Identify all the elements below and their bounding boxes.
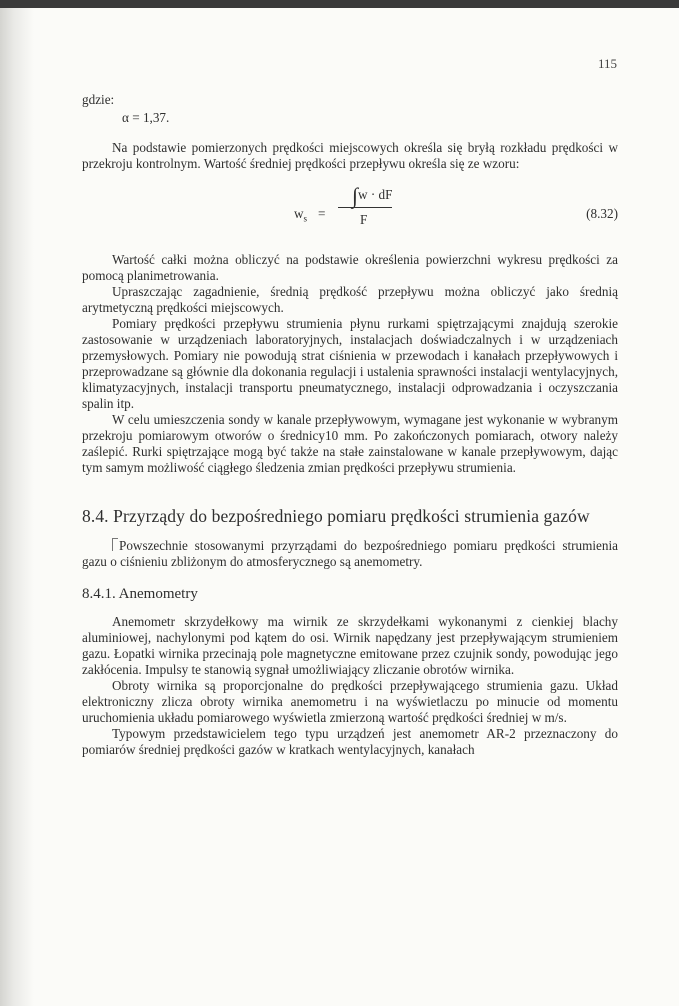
alpha-value: α = 1,37. xyxy=(122,110,170,125)
paragraph-rotor-speed: Obroty wirnika są proporcjonalne do prędkości przepływającego strumienia gazu. Układ elektroniczny zlicza obroty wirnika anemometru i na wyświetlaczu po minucie od momentu uruchomienia układu pomiarowego wyświetla zmierzoną wartość prędkości średniej w m/s. xyxy=(82,678,618,725)
formula-equals: = xyxy=(318,206,326,221)
formula-denominator: F xyxy=(360,212,368,227)
paragraph-anemometers-intro: Powszechnie stosowanymi przyrządami do bezpośredniego pomiaru prędkości strumienia gazu o ciśnieniu zbliżonym do atmosferycznego są anemometry. xyxy=(82,538,618,569)
page-body xyxy=(82,92,618,758)
integral-sign: ∫ xyxy=(352,183,359,208)
formula-numerator: ∫w · dF xyxy=(352,183,393,208)
equation-number: (8.32) xyxy=(586,206,618,221)
paragraph-pitot-measurements: Pomiary prędkości przepływu strumienia płynu rurkami spiętrzającymi znajdują szerokie zastosowanie w urządzeniach laboratoryjnych, instalacjach doświadczalnych i w urządzeniach przemysłowych. Pomiary nie powodują strat ciśnienia w przewodach i kanałach przepływowych i przeprowadzane są głównie dla dokonania regulacji i ustalenia sprawności instalacji wentylacyjnych, klimatyzacyjnych, instalacji transportu pneumatycznego, instalacji odprowadzania i oczyszczania spalin itp. xyxy=(82,316,618,411)
paragraph-simplification: Upraszczając zagadnienie, średnią prędkość przepływu można obliczyć jako średnią arytmetyczną prędkości miejscowych. xyxy=(82,284,618,315)
equation-8-32 xyxy=(82,182,618,242)
paragraph-ar2-anemometer: Typowym przedstawicielem tego typu urządzeń jest anemometr AR-2 przeznaczony do pomiarów średniej prędkości gazów w kratkach wentylacyjnych, kanałach xyxy=(82,726,618,757)
paragraph-vane-anemometer: Anemometr skrzydełkowy ma wirnik ze skrzydełkami wykonanymi z cienkiej blachy aluminiowej, nachylonymi pod kątem do osi. Wirnik napędzany jest przepływającym strumieniem gazu. Łopatki wirnika przecinają pole magnetyczne emitowane przez czujnik sondy, powodując jego zakłócenia. Impulsy te stanowią sygnał umożliwiający zliczanie obrotów wirnika. xyxy=(82,614,618,677)
scan-bracket-mark xyxy=(112,538,118,551)
paragraph-probe-installation: W celu umieszczenia sondy w kanale przepływowym, wymagane jest wykonanie w wybranym przekroju pomiarowym otworów o średnicy10 mm. Po zakończonych pomiarach, otwory należy zaślepić. Rurki spiętrzające mogą być także na stałe zainstalowane w kanale przepływowym, dając tym samym możliwość ciągłego śledzenia zmian prędkości przepływu strumienia. xyxy=(82,412,618,475)
page-number: 115 xyxy=(597,56,617,71)
section-heading: 8.4. Przyrządy do bezpośredniego pomiaru prędkości strumienia gazów xyxy=(82,506,590,526)
scan-top-edge xyxy=(0,0,679,8)
paragraph-velocity-distribution: Na podstawie pomierzonych prędkości miejscowych określa się bryłą rozkładu prędkości w przekroju kontrolnym. Wartość średniej prędkości przepływu określa się ze wzoru: xyxy=(82,140,618,171)
fraction-bar xyxy=(338,207,392,208)
page-gutter-shadow xyxy=(0,8,34,1006)
where-label: gdzie: xyxy=(82,92,115,107)
formula-lhs: $w_s$ xyxy=(294,206,308,224)
paragraph-integral-value: Wartość całki można obliczyć na podstawie określenia powierzchni wykresu prędkości za pomocą planimetrowania. xyxy=(82,252,618,283)
subsection-heading: 8.4.1. Anemometry xyxy=(82,586,198,602)
